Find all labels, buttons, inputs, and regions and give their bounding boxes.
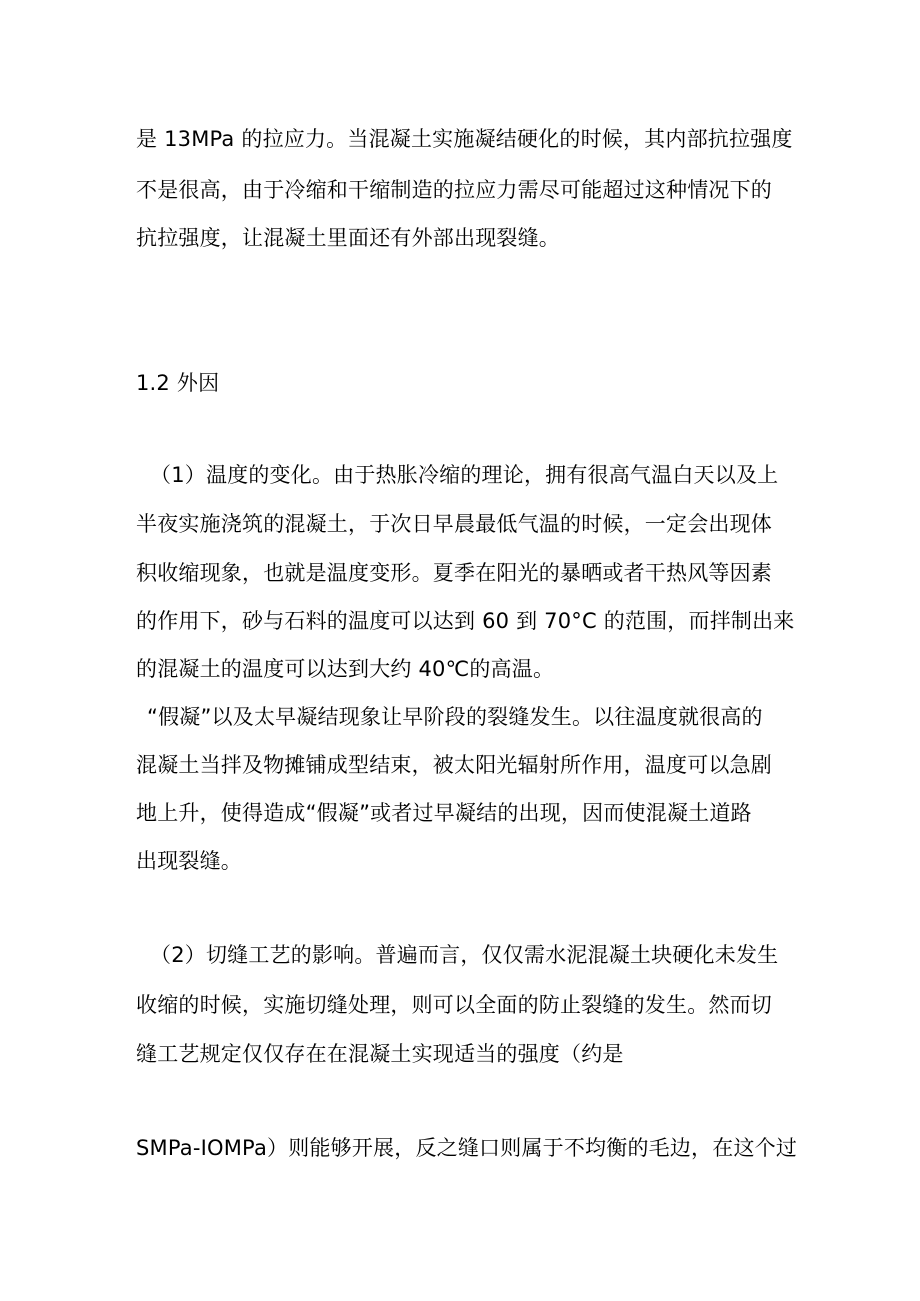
paragraph-3-line-3: 地上升，使得造成“假凝”或者过早凝结的出现，因而使混凝土道路 — [136, 801, 752, 825]
paragraph-3-line-2: 混凝土当拌及物摊铺成型结束，被太阳光辐射所作用，温度可以急剧 — [136, 753, 772, 777]
paragraph-3-line-4: 出现裂缝。 — [136, 849, 242, 873]
section-heading: 1.2 外因 — [136, 371, 220, 395]
paragraph-4-line-1: （2）切缝工艺的影响。普遍而言，仅仅需水泥混凝土块硬化未发生 — [150, 943, 779, 967]
paragraph-1-line-2: 不是很高，由于冷缩和干缩制造的拉应力需尽可能超过这种情况下的 — [136, 178, 772, 202]
paragraph-2-line-5: 的混凝土的温度可以达到大约 40℃的高温。 — [136, 657, 555, 681]
paragraph-5-line-1: SMPa-IOMPa）则能够开展，反之缝口则属于不均衡的毛边，在这个过 — [136, 1136, 798, 1160]
paragraph-2-line-1: （1）温度的变化。由于热胀冷缩的理论，拥有很高气温白天以及上 — [150, 463, 779, 487]
paragraph-1-line-1: 是 13MPa 的拉应力。当混凝土实施凝结硬化的时候，其内部抗拉强度 — [136, 127, 793, 151]
paragraph-3-line-1: “假凝”以及太早凝结现象让早阶段的裂缝发生。以往温度就很高的 — [147, 705, 763, 729]
paragraph-2-line-4: 的作用下，砂与石料的温度可以达到 60 到 70°C 的范围，而拌制出来 — [136, 609, 795, 633]
paragraph-4-line-3: 缝工艺规定仅仅存在在混凝土实现适当的强度（约是 — [136, 1042, 624, 1066]
paragraph-4-line-2: 收缩的时候，实施切缝处理，则可以全面的防止裂缝的发生。然而切 — [136, 993, 772, 1017]
paragraph-2-line-2: 半夜实施浇筑的混凝土，于次日早晨最低气温的时候，一定会出现体 — [136, 512, 772, 536]
paragraph-2-line-3: 积收缩现象，也就是温度变形。夏季在阳光的暴晒或者干热风等因素 — [136, 561, 772, 585]
paragraph-1-line-3: 抗拉强度，让混凝土里面还有外部出现裂缝。 — [136, 226, 560, 250]
